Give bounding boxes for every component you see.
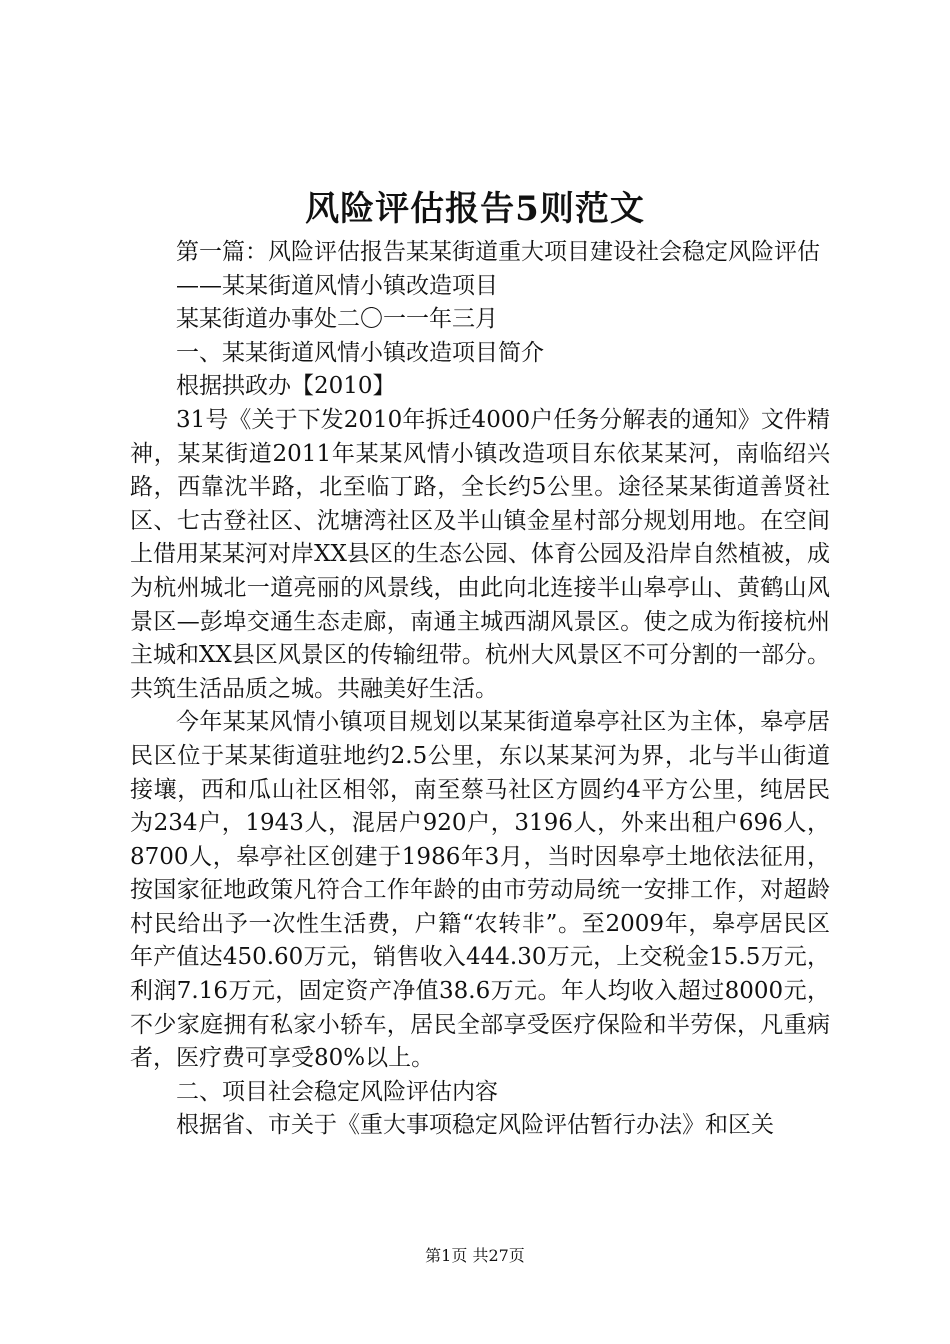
paragraph-project-intro: 31号《关于下发2010年拆迁4000户任务分解表的通知》文件精神，某某街道2011年某某风情小镇改造项目东依某某河，南临绍兴路，西靠沈半路，北至临丁路，全长约5公里。途径某某街道善贤社区、七古登社区、沈塘湾社区及半山镇金星村部分规划用地。在空间上借用某某河对岸XX县区的生态公园、体育公园及沿岸自然植被，成为杭州城北一道亮丽的风景线，由此向北连接半山皋亭山、黄鹤山风景区—彭埠交通生态走廊，南通主城西湖风景区。使之成为衔接杭州主城和XX县区风景区的传输纽带。杭州大风景区不可分割的一部分。共筑生活品质之城。共融美好生活。: [130, 406, 830, 702]
paragraph-heading-two: 二、项目社会稳定风险评估内容: [176, 1078, 498, 1105]
paragraph-reference: 根据拱政办【2010】: [176, 373, 396, 400]
paragraph-regulation: 根据省、市关于《重大事项稳定风险评估暂行办法》和区关: [176, 1112, 774, 1139]
document-title: 风险评估报告5则范文: [305, 189, 645, 229]
paragraph-section-heading: 第一篇：风险评估报告某某街道重大项目建设社会稳定风险评估: [176, 239, 820, 265]
paragraph-community-info: 今年某某风情小镇项目规划以某某街道皋亭社区为主体，皋亭居民区位于某某街道驻地约2.5公里，东以某某河为界，北与半山街道接壤，西和瓜山社区相邻，南至蔡马社区方圆约4平方公里，纯居民为234户，1943人，混居户920户，3196人，外来出租户696人，8700人，皋亭社区创建于1986年3月，当时因皋亭土地依法征用，按国家征地政策凡符合工作年龄的由市劳动局统一安排工作，对超龄村民给出予一次性生活费，户籍“农转非”。至2009年，皋亭居民区年产值达450.60万元，销售收入444.30万元，上交税金15.5万元，利润7.16万元，固定资产净值38.6万元。年人均收入超过8000元，不少家庭拥有私家小轿车，居民全部享受医疗保险和半劳保，凡重病者，医疗费可享受80%以上。: [130, 709, 830, 1072]
document-body: [130, 236, 830, 1143]
paragraph-heading-one: 一、某某街道风情小镇改造项目简介: [176, 339, 544, 366]
paragraph-subtitle: ——某某街道风情小镇改造项目: [176, 272, 498, 299]
page-footer: 第1页 共27页: [425, 1246, 525, 1265]
paragraph-issuer-date: 某某街道办事处二〇一一年三月: [176, 306, 498, 333]
